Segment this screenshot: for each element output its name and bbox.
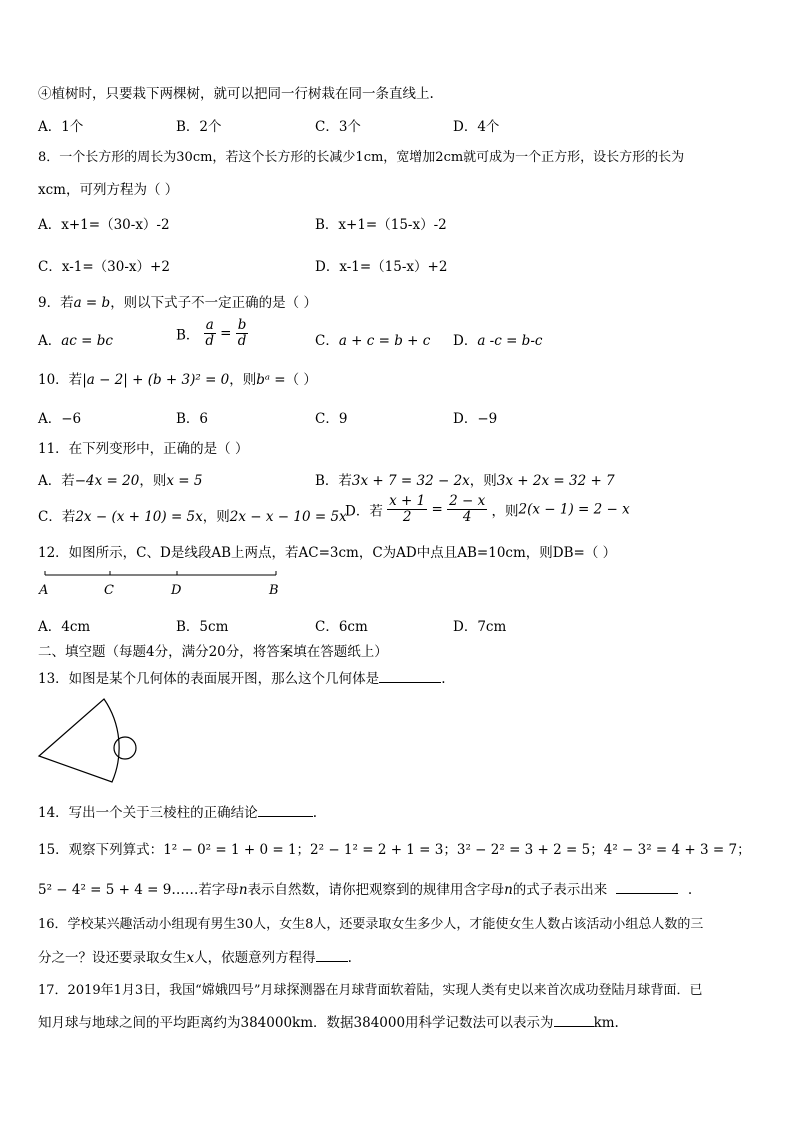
q13-text: 13．如图是某个几何体的表面展开图，那么这个几何体是 xyxy=(38,671,380,687)
sector-shape xyxy=(39,699,119,782)
label-c: C xyxy=(104,583,114,598)
q9-option-c-letter: C． xyxy=(315,333,339,349)
q11-option-d-pre: D．若 xyxy=(345,503,383,520)
q11-option-c-pre: C．若 xyxy=(38,509,76,525)
q7-option-c: C．3个 xyxy=(315,119,361,135)
q9-option-a xyxy=(38,329,113,349)
q9-option-c-math: a + c = b + c xyxy=(338,333,431,349)
q13-answer-blank xyxy=(379,682,441,683)
q15-var-n: n xyxy=(238,882,248,898)
q10-option-d: D．−9 xyxy=(453,411,498,427)
q9-option-a-math: ac = bc xyxy=(61,333,113,349)
q11-option-d-eq: = xyxy=(431,501,443,518)
q9-option-a-letter: A． xyxy=(38,333,62,349)
q9-option-b-eq: = xyxy=(220,325,232,342)
q10-expression2: bᵃ = xyxy=(256,372,286,388)
q11-option-b-pre: B．若 xyxy=(315,473,352,489)
q11-option-a xyxy=(38,469,202,489)
q11-option-d-mid: ，则 xyxy=(491,503,519,520)
q10-stem xyxy=(38,368,317,388)
q16-answer-blank xyxy=(316,961,348,962)
q17-stem-line1: 17．2019年1月3日，我国“嫦娥四号”月球探测器在月球背面软着陆，实现人类有史以来首次成功登陆月球背面．已 xyxy=(38,983,703,998)
q15-answer-blank xyxy=(616,893,678,894)
q8-option-d: D．x-1=（15-x）+2 xyxy=(315,259,448,275)
q7-option-d: D．4个 xyxy=(453,119,500,135)
q12-option-d: D．7cm xyxy=(453,619,507,635)
q11-option-b-mid: ，则 xyxy=(469,473,497,489)
q8-option-b: B．x+1=（15-x）-2 xyxy=(315,217,447,233)
q12-option-b: B．5cm xyxy=(176,619,229,635)
q11-option-d-frac2: $\frac{2 - x}{4}$ xyxy=(449,493,486,525)
q10-option-c: C．9 xyxy=(315,411,348,427)
section-fill-in-heading: 二、填空题（每题4分，满分20分，将答案填在答题纸上） xyxy=(38,644,388,660)
q14-stem xyxy=(38,801,317,821)
q17-post: km. xyxy=(593,1015,619,1031)
q9-option-d-letter: D． xyxy=(453,333,478,349)
q13-net-figure xyxy=(34,696,144,786)
q15-equations: 1² − 0² = 1 + 0 = 1；2² − 1² = 2 + 1 = 3；3² − 2² = 3 + 2 = 5；4² − 3² = 4 + 3 = 7； xyxy=(163,842,751,858)
q13-end: . xyxy=(441,671,446,687)
q15-stem-line2 xyxy=(38,878,692,898)
q8-option-a: A．x+1=（30-x）-2 xyxy=(38,217,170,233)
label-b: B xyxy=(269,583,279,598)
q15-pre2: ……若字母 xyxy=(171,882,239,898)
q15-pre: 15．观察下列算式： xyxy=(38,842,164,858)
q11-option-a-math2: x = 5 xyxy=(166,473,203,489)
q12-option-a: A．4cm xyxy=(38,619,91,635)
q11-option-c-math2: 2x − x − 10 = 5x xyxy=(229,509,347,525)
q11-option-c-math: 2x − (x + 10) = 5x xyxy=(75,509,203,525)
q11-option-d xyxy=(345,494,630,525)
q16-stem-line1: 16．学校某兴趣活动小组现有男生30人，女生8人，还要录取女生多少人，才能使女生人数占该活动小组总人数的三 xyxy=(38,917,704,932)
q17-answer-blank xyxy=(554,1026,594,1027)
q17-pre: 知月球与地球之间的平均距离约为384000km．数据384000用科学记数法可以表示为 xyxy=(38,1015,554,1031)
q9-option-b xyxy=(176,318,248,349)
q9-option-b-frac2: $\frac{b}{d}$ xyxy=(237,317,247,349)
q16-end: . xyxy=(347,950,352,966)
q8-stem-line1: 8．一个长方形的周长为30cm，若这个长方形的长减少1cm，宽增加2cm就可成为一个正方形，设长方形的长为 xyxy=(38,150,685,165)
q14-end: . xyxy=(312,805,317,821)
q15-post: 的式子表示出来 xyxy=(512,882,608,898)
q10-expression: |a − 2| + (b + 3)² = 0 xyxy=(82,372,230,388)
q9-post: ，则以下式子不一定正确的是（ ） xyxy=(110,295,317,311)
q9-option-d xyxy=(453,329,542,349)
q9-condition: a = b xyxy=(73,295,111,311)
label-d: D xyxy=(171,583,182,598)
q8-option-c: C．x-1=（30-x）+2 xyxy=(38,259,170,275)
q15-equation5: 5² − 4² = 5 + 4 = 9 xyxy=(38,882,172,898)
q12-segment-figure xyxy=(36,566,286,600)
q9-pre: 9．若 xyxy=(38,295,74,311)
q15-var-n2: n xyxy=(504,882,513,898)
q11-option-c-mid: ，则 xyxy=(202,509,230,525)
q11-option-a-math: −4x = 20 xyxy=(74,473,140,489)
q16-var-x: x xyxy=(186,950,195,966)
q10-option-b: B．6 xyxy=(176,411,209,427)
q17-stem-line2 xyxy=(38,1011,619,1031)
q7-statement-4: ④植树时，只要栽下两棵树，就可以把同一行树栽在同一条直线上. xyxy=(38,86,434,102)
q12-stem: 12．如图所示，C、D是线段AB上两点，若AC=3cm，C为AD中点且AB=10cm，则DB=（ ） xyxy=(38,545,617,561)
q7-option-b: B．2个 xyxy=(176,119,222,135)
q11-option-a-mid: ，则 xyxy=(139,473,167,489)
base-circle xyxy=(114,737,136,759)
q15-end: . xyxy=(687,882,693,898)
q12-option-c: C．6cm xyxy=(315,619,368,635)
q14-answer-blank xyxy=(258,816,313,817)
q16-pre: 分之一？设还要录取女生 xyxy=(38,950,187,966)
q11-option-d-frac1: $\frac{x + 1}{2}$ xyxy=(389,493,426,525)
q16-stem-line2 xyxy=(38,946,352,966)
q15-stem-line1 xyxy=(38,838,751,858)
q7-option-a: A．1个 xyxy=(38,119,84,135)
q9-option-b-frac1: $\frac{a}{d}$ xyxy=(205,317,215,349)
q16-post: 人，依题意列方程得 xyxy=(194,950,316,966)
q11-option-d-math2: 2(x − 1) = 2 − x xyxy=(518,501,630,518)
q9-option-c xyxy=(315,329,430,349)
q11-stem: 11．在下列变形中，正确的是（ ） xyxy=(38,441,249,457)
q13-stem xyxy=(38,667,445,687)
q11-option-b-math: 3x + 7 = 32 − 2x xyxy=(351,473,470,489)
q10-mid: ，则 xyxy=(229,372,257,388)
q11-option-c xyxy=(38,505,347,525)
q8-stem-line2: xcm，可列方程为（ ） xyxy=(38,182,179,198)
q9-option-b-letter: B． xyxy=(176,327,200,344)
q11-option-b xyxy=(315,469,615,489)
q11-option-a-pre: A．若 xyxy=(38,473,75,489)
q10-post: （ ） xyxy=(285,372,317,388)
label-a: A xyxy=(39,583,49,598)
q15-mid: 表示自然数，请你把观察到的规律用含字母 xyxy=(247,882,505,898)
q9-stem xyxy=(38,291,317,311)
q14-text: 14．写出一个关于三棱柱的正确结论 xyxy=(38,805,258,821)
q9-option-d-math: a -c = b-c xyxy=(477,333,543,349)
q10-option-a: A．−6 xyxy=(38,411,82,427)
q10-pre: 10．若 xyxy=(38,372,83,388)
q11-option-b-math2: 3x + 2x = 32 + 7 xyxy=(496,473,615,489)
